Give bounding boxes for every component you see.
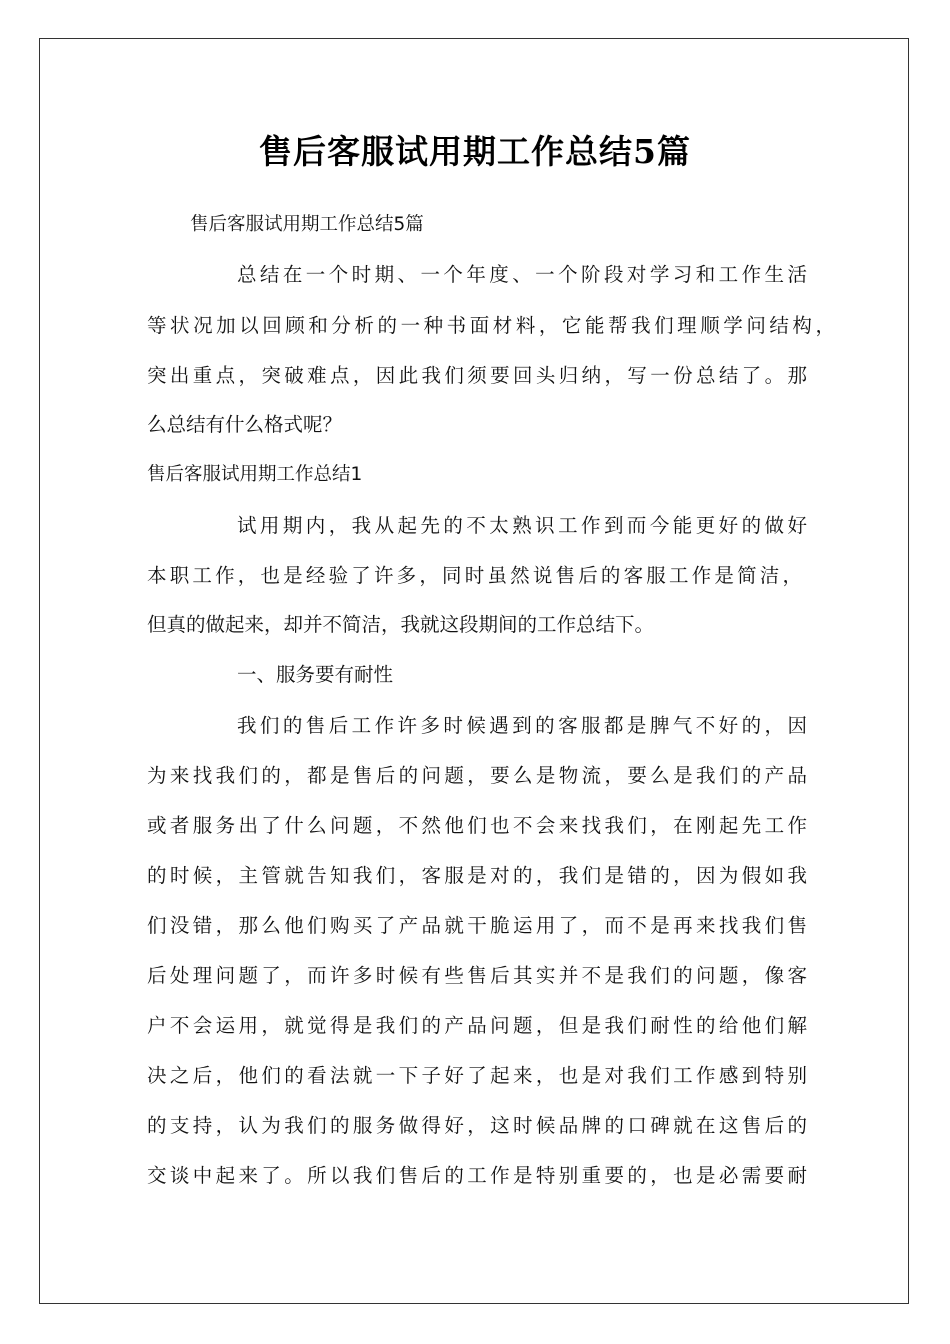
para2-line-2: 为来找我们的，都是售后的问题，要么是物流，要么是我们的产品 — [147, 764, 807, 787]
intro-line-2: 等状况加以回顾和分析的一种书面材料，它能帮我们理顺学问结构， — [147, 314, 835, 337]
intro-line-3: 突出重点，突破难点，因此我们须要回头归纳，写一份总结了。那 — [147, 364, 807, 387]
para2-line-5: 们没错，那么他们购买了产品就干脆运用了，而不是再来找我们售 — [147, 914, 807, 937]
section-heading: 售后客服试用期工作总结1 — [147, 464, 363, 485]
para2-line-4: 的时候，主管就告知我们，客服是对的，我们是错的，因为假如我 — [147, 864, 807, 887]
para2-line-6: 后处理问题了，而许多时候有些售后其实并不是我们的问题，像客 — [147, 964, 807, 987]
para2-line-8: 决之后，他们的看法就一下子好了起来，也是对我们工作感到特别 — [147, 1064, 807, 1087]
intro-line-1: 总结在一个时期、一个年度、一个阶段对学习和工作生活 — [237, 263, 807, 286]
intro-line-4: 么总结有什么格式呢？ — [147, 413, 343, 436]
para2-line-7: 户不会运用，就觉得是我们的产品问题，但是我们耐性的给他们解 — [147, 1014, 807, 1037]
document-title: 售后客服试用期工作总结5篇 — [259, 132, 691, 171]
para1-line-2: 本职工作，也是经验了许多，同时虽然说售后的客服工作是简洁， — [147, 564, 802, 587]
para1-line-3: 但真的做起来，却并不简洁，我就这段期间的工作总结下。 — [147, 613, 655, 636]
para2-line-3: 或者服务出了什么问题，不然他们也不会来找我们，在刚起先工作 — [147, 814, 807, 837]
document-subtitle: 售后客服试用期工作总结5篇 — [190, 214, 424, 235]
point1-heading: 一、服务要有耐性 — [237, 663, 394, 686]
para2-line-9: 的支持，认为我们的服务做得好，这时候品牌的口碑就在这售后的 — [147, 1114, 807, 1137]
para2-line-10: 交谈中起来了。所以我们售后的工作是特别重要的，也是必需要耐 — [147, 1164, 807, 1187]
para1-line-1: 试用期内，我从起先的不太熟识工作到而今能更好的做好 — [237, 514, 807, 537]
para2-line-1: 我们的售后工作许多时候遇到的客服都是脾气不好的，因 — [237, 714, 807, 737]
